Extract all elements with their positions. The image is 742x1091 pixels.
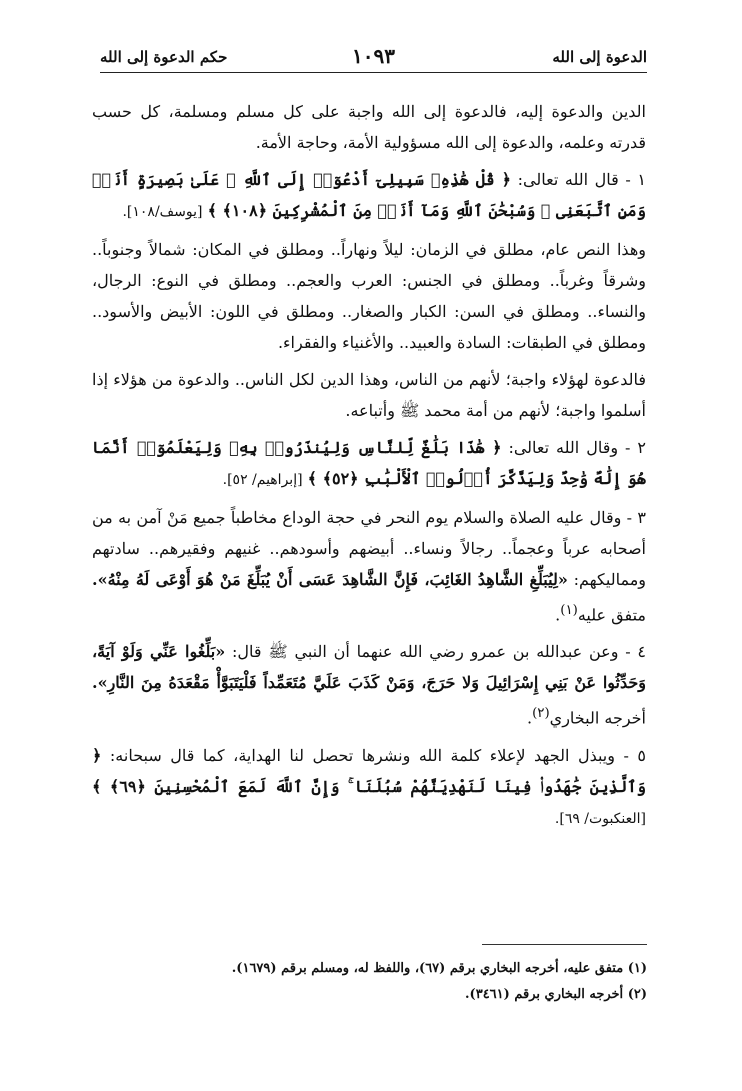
footnote-marker-2: (٢) xyxy=(532,706,550,722)
item-1-reference: [يوسف/١٠٨]. xyxy=(122,204,203,220)
item-3-attribution: متفق عليه xyxy=(577,605,646,625)
page-header xyxy=(100,40,647,73)
page-number: ١٠٩٣ xyxy=(352,44,395,68)
item-5-reference: [العنكبوت/ ٦٩]. xyxy=(554,810,646,827)
item-1-prefix: ١ - قال الله تعالى: xyxy=(517,170,647,189)
obligation-paragraph: فالدعوة لهؤلاء واجبة؛ لأنهم من الناس، وهذا الدين لكل الناس.. والدعوة من هؤلاء إذا أسلموا واجبة؛ لأنهم من أمة محمد ﷺ وأتباعه. xyxy=(92,370,646,420)
header-book-title: الدعوة إلى الله xyxy=(552,48,647,66)
item-3-hadith: «لِيُبَلِّغِ الشَّاهِدُ الغَائِبَ، فَإِنَّ الشَّاهِدَ عَسَى أَنْ يُبَلِّغَ مَنْ هُوَ أَوْعَى لَهُ مِنْهُ». xyxy=(92,570,568,589)
footnote-1: (١) متفق عليه، أخرجه البخاري برقم (٦٧)، واللفظ له، ومسلم برقم (١٦٧٩). xyxy=(231,961,647,976)
item-2-ayah: ﴿ هَٰذَا بَلَٰغٌ لِّلنَّاسِ وَلِيُنذَرُوا۟ بِهِۦ وَلِيَعْلَمُوٓا۟ أَنَّمَا هُوَ إِلَٰهٌ وَٰحِدٌ وَلِيَذَّكَّرَ أُو۟لُوا۟ ٱلْأَلْبَٰبِ ﴿٥٢﴾ ﴾ xyxy=(92,438,646,488)
item-5-text: ٥ - ويبذل الجهد لإعلاء كلمة الله ونشرها تحصل لنا الهداية، كما قال سبحانه: xyxy=(109,745,646,765)
general-paragraph: وهذا النص عام، مطلق في الزمان: ليلاً ونهاراً.. ومطلق في المكان: شمالاً وجنوباً.. وشرقاً وغرباً.. ومطلق في الجنس: العرب والعجم.. ومطلق في النوع: الرجال، والنساء.. ومطلق في السن: الكبار والصغار.. ومطلق في اللون: الأبيض والأسود.. ومطلق في الطبقات: السادة والعبيد.. والأغنياء والفقراء. xyxy=(92,240,646,352)
footnote-marker-1: (١) xyxy=(560,603,578,618)
item-5 xyxy=(92,740,646,835)
footnote-2: (٢) أخرجه البخاري برقم (٣٤٦١). xyxy=(465,987,647,1002)
item-3: ٣ - وقال عليه الصلاة والسلام يوم النحر في حجة الوداع مخاطباً جميع مَنْ آمن به من أصحابه عرباً وعجماً.. رجالاً ونساء.. أبيضهم وأسودهم.. غنيهم وفقيرهم.. سادتهم ومماليكهم: «لِيُبَلِّغِ الشَّاهِدُ الغَائِبَ، فَإِنَّ الشَّاهِدَ عَسَى أَنْ يُبَلِّغَ مَنْ هُوَ أَوْعَى لَهُ مِنْهُ». متفق عليه$^{(١)}$. xyxy=(92,508,647,625)
item-4-attribution: أخرجه البخاري xyxy=(549,708,646,728)
item-1 xyxy=(92,164,646,228)
item-4-hadith: «بَلِّغُوا عَنِّي وَلَوْ آيَةً، وَحَدِّثُوا عَنْ بَنِي إِسْرَائِيلَ وَلا حَرَجَ، وَمَنْ كَذَبَ عَلَيَّ مُتَعَمِّداً فَلْيَتَبَوَّأْ مَقْعَدَهُ مِنَ النَّارِ». xyxy=(92,642,646,693)
page-body xyxy=(92,96,646,841)
footnote-divider xyxy=(482,944,647,945)
item-4-text: ٤ - وعن عبدالله بن عمرو رضي الله عنهما أن النبي ﷺ قال: xyxy=(232,642,647,662)
item-2 xyxy=(92,432,646,496)
item-3-text: ٣ - وقال عليه الصلاة والسلام يوم النحر في حجة الوداع مخاطباً جميع مَنْ آمن به من أصحابه عرباً وعجماً.. رجالاً ونساء.. أبيضهم وأسودهم.. غنيهم وفقيرهم.. سادتهم ومماليكهم: xyxy=(92,508,647,589)
footnotes xyxy=(100,956,647,1008)
item-2-reference: [إبراهيم/ ٥٢]. xyxy=(222,472,303,488)
item-4: ٤ - وعن عبدالله بن عمرو رضي الله عنهما أن النبي ﷺ قال: «بَلِّغُوا عَنِّي وَلَوْ آيَةً، وَحَدِّثُوا عَنْ بَنِي إِسْرَائِيلَ وَلا حَرَجَ، وَمَنْ كَذَبَ عَلَيَّ مُتَعَمِّداً فَلْيَتَبَوَّأْ مَقْعَدَهُ مِنَ النَّارِ». أخرجه البخاري$^{(٢)}$. xyxy=(92,642,647,728)
item-2-prefix: ٢ - وقال الله تعالى: xyxy=(508,438,647,457)
item-5-ayah: ﴿ وَٱلَّذِينَ جَٰهَدُوا۟ فِينَا لَنَهْدِيَنَّهُمْ سُبُلَنَا ۚ وَإِنَّ ٱللَّهَ لَمَعَ ٱلْمُحْسِنِينَ ﴿٦٩﴾ ﴾ xyxy=(92,745,647,796)
header-chapter-title: حكم الدعوة إلى الله xyxy=(100,48,228,66)
item-1-ayah: ﴿ قُلْ هَٰذِهِۦ سَبِيلِىٓ أَدْعُوٓا۟ إِلَى ٱللَّهِ ۚ عَلَىٰ بَصِيرَةٍ أَنَا۠ وَمَنِ ٱتَّبَعَنِى ۖ وَسُبْحَٰنَ ٱللَّهِ وَمَآ أَنَا۠ مِنَ ٱلْمُشْرِكِينَ ﴿١٠٨﴾ ﴾ xyxy=(92,170,646,220)
intro-paragraph: الدين والدعوة إليه، فالدعوة إلى الله واجبة على كل مسلم ومسلمة، كل حسب قدرته وعلمه، والدعوة إلى الله مسؤولية الأمة، وحاجة الأمة. xyxy=(92,102,646,152)
